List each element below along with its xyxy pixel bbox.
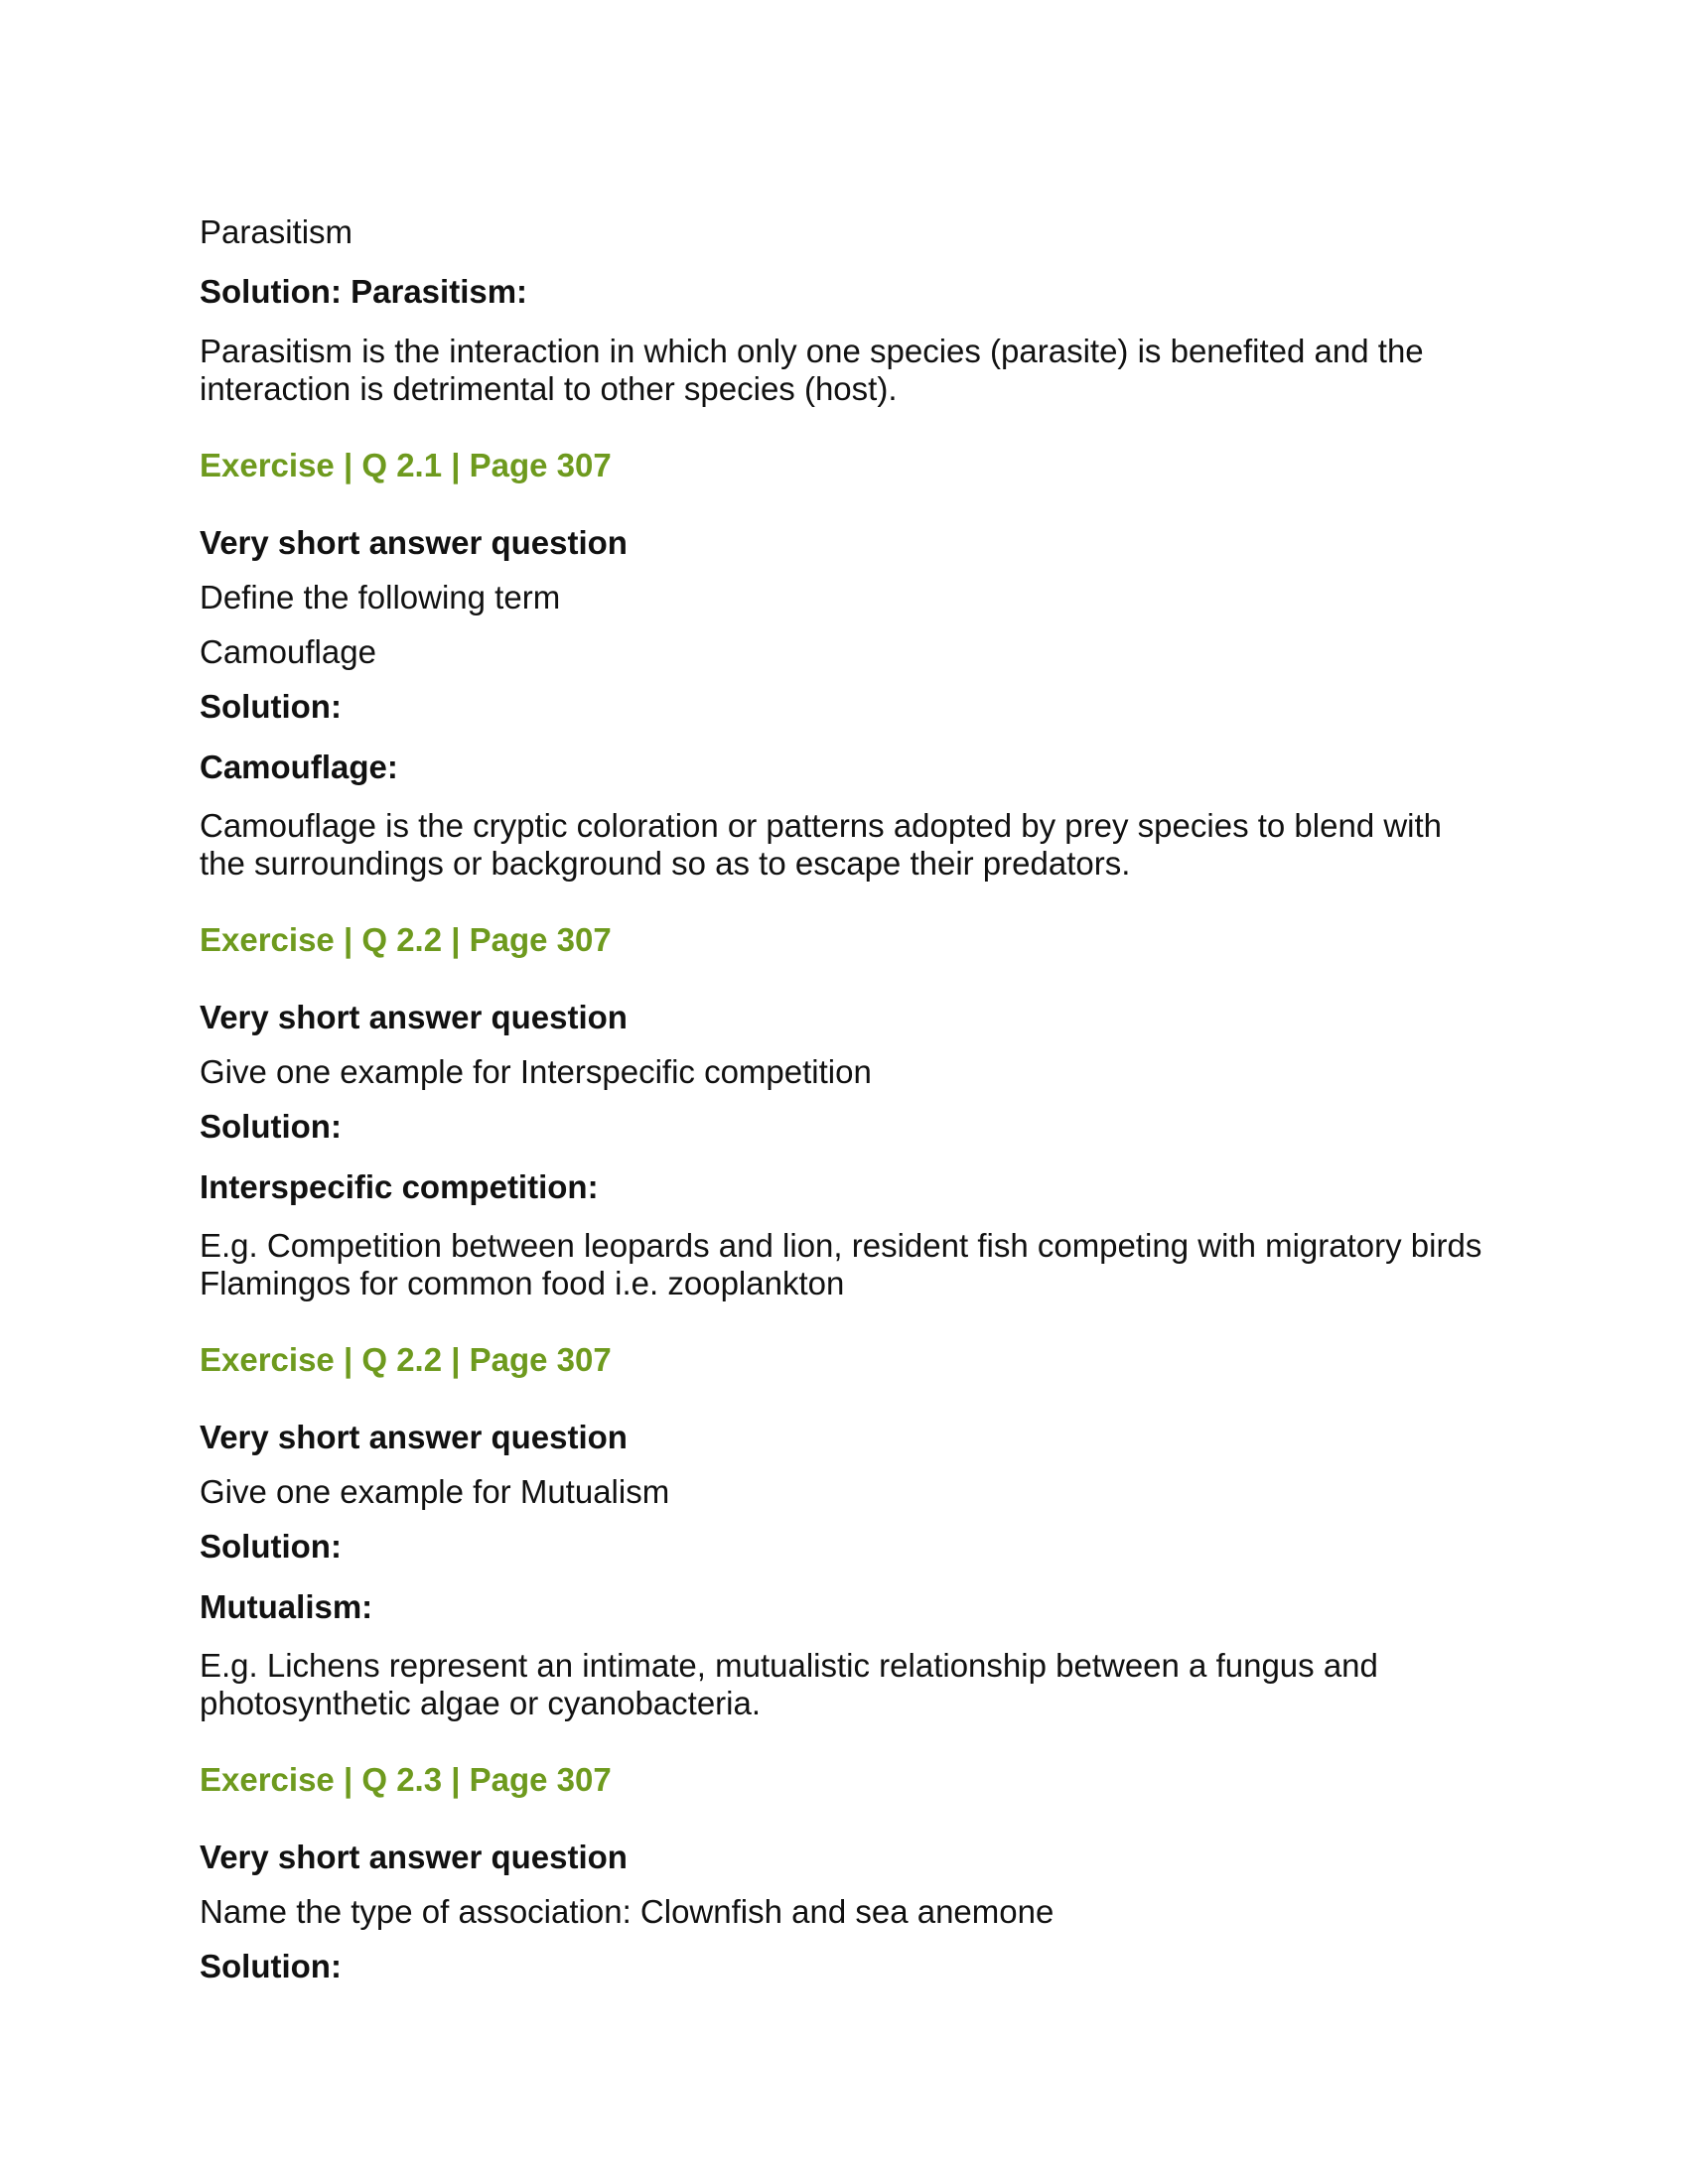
answer-text: E.g. Competition between leopards and lion, resident fish competing with migratory birds Flamingos for common food i.e. zooplankton	[200, 1227, 1482, 1301]
answer-heading: Mutualism:	[200, 1588, 373, 1625]
answer-text: E.g. Lichens represent an intimate, mutualistic relationship between a fungus and photosynthetic algae or cyanobacteria.	[200, 1647, 1378, 1721]
answer-heading: Camouflage:	[200, 749, 398, 785]
question-type-label: Very short answer question	[200, 1419, 628, 1455]
solution-heading: Solution: Parasitism:	[200, 273, 528, 310]
answer-heading: Interspecific competition:	[200, 1168, 599, 1205]
question-type-label: Very short answer question	[200, 999, 628, 1035]
answer-text: Camouflage is the cryptic coloration or patterns adopted by prey species to blend with the surroundings or background so as to escape their predators.	[200, 807, 1443, 882]
question-text: Camouflage	[200, 633, 376, 670]
exercise-heading: Exercise | Q 2.3 | Page 307	[200, 1761, 612, 1798]
question-text: Define the following term	[200, 579, 561, 615]
exercise-heading: Exercise | Q 2.2 | Page 307	[200, 1341, 612, 1378]
answer-text: Parasitism is the interaction in which only one species (parasite) is benefited and the interaction is detrimental to other species (host).	[200, 333, 1424, 407]
solution-label: Solution:	[200, 1108, 342, 1145]
solution-label: Solution:	[200, 1948, 342, 1984]
exercise-heading: Exercise | Q 2.2 | Page 307	[200, 921, 612, 958]
term-text: Parasitism	[200, 213, 353, 250]
question-text: Give one example for Mutualism	[200, 1473, 670, 1510]
question-text: Give one example for Interspecific competition	[200, 1053, 872, 1090]
solution-label: Solution:	[200, 1528, 342, 1565]
solution-label: Solution:	[200, 688, 342, 725]
question-type-label: Very short answer question	[200, 524, 628, 561]
exercise-heading: Exercise | Q 2.1 | Page 307	[200, 447, 612, 483]
question-text: Name the type of association: Clownfish and sea anemone	[200, 1893, 1055, 1930]
question-type-label: Very short answer question	[200, 1839, 628, 1875]
